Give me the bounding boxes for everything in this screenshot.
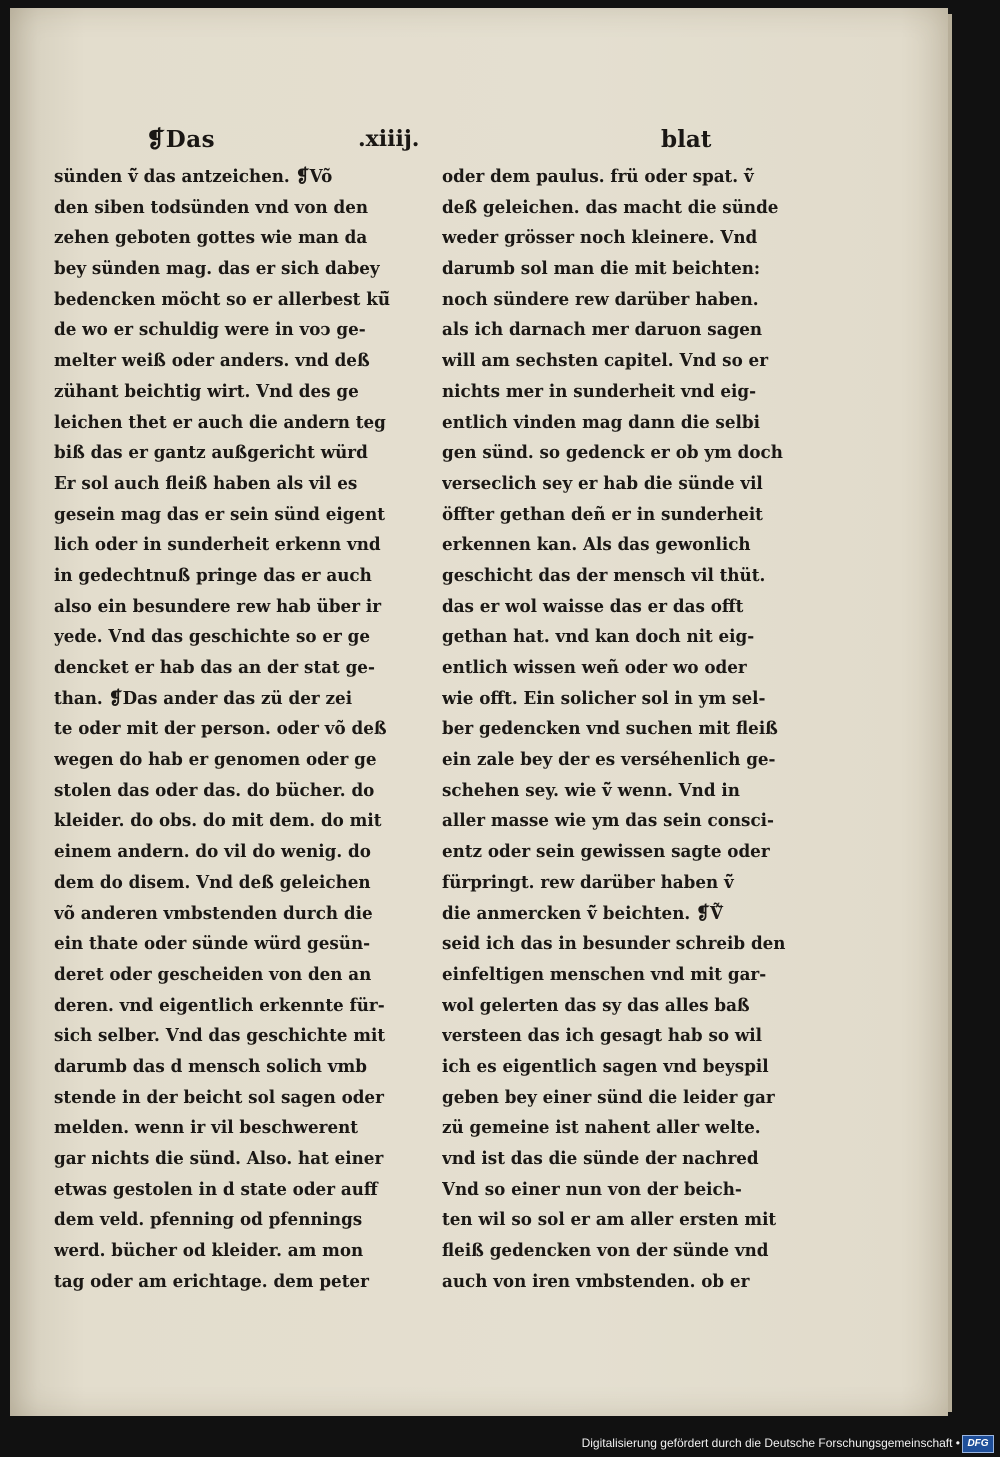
text-line-content: erkennen kan. Als das gewonlich — [442, 534, 751, 556]
text-line-content: auch von iren vmbstenden. ob er — [442, 1270, 750, 1292]
text-line-content: oder dem paulus. frü oder spat. ṽ̃ — [442, 166, 754, 187]
text-line — [442, 837, 812, 868]
text-line-content: de wo er schuldig were in voↄ ge- — [54, 319, 366, 341]
text-line-content: nichts mer in sunderheit vnd eig- — [442, 380, 757, 402]
text-line-content: seid ich das in besunder schreib den — [442, 933, 786, 955]
text-line-content: gethan hat. vnd kan doch nit eig- — [442, 626, 755, 648]
text-line-content: den siben todsünden vnd von den — [54, 196, 369, 218]
book-page — [10, 8, 948, 1416]
text-line-content: dencket er hab das an der stat ge- — [54, 657, 375, 678]
text-line — [442, 653, 812, 684]
text-line — [442, 500, 812, 531]
text-line — [54, 776, 424, 807]
text-line-content: zü gemeine ist nahent aller welte. — [442, 1117, 761, 1139]
text-line-content: wie offt. Ein solicher sol in ym sel- — [442, 687, 766, 709]
text-line — [54, 622, 424, 653]
text-line — [442, 714, 812, 745]
text-line — [54, 408, 424, 439]
text-line-content: bedencken möcht so er allerbest kü̃ — [54, 288, 390, 310]
text-line-content: biß das er gantz außgericht würd — [54, 442, 368, 464]
text-line-content: versteen das ich gesagt hab so wil — [442, 1025, 763, 1047]
text-line-content: Vnd so einer nun von der beich- — [442, 1178, 742, 1200]
text-line-content: zehen geboten gottes wie man da — [54, 227, 368, 249]
text-line — [442, 868, 812, 899]
footer-bar — [0, 1432, 1000, 1457]
text-line — [442, 438, 812, 469]
text-column-left — [54, 162, 424, 1297]
text-line — [54, 837, 424, 868]
text-line-content: wegen do hab er genomen oder ge — [54, 749, 377, 771]
text-line-content: Er sol auch fleiß haben als vil es — [54, 472, 358, 494]
text-line-content: sich selber. Vnd das geschichte mit — [54, 1025, 386, 1047]
text-line — [54, 1083, 424, 1114]
text-line-content: yede. Vnd das geschichte so er ge — [54, 626, 371, 648]
text-line — [54, 868, 424, 899]
text-line — [442, 929, 812, 960]
text-line-content: lich oder in sunderheit erkenn vnd — [54, 534, 381, 556]
text-line — [442, 1236, 812, 1267]
text-line-content: ein thate oder sünde würd gesün- — [54, 933, 371, 955]
text-line-content: tag oder am erichtage. dem peter — [54, 1270, 369, 1292]
text-line-content: geben bey einer sünd die leider gar — [442, 1086, 775, 1108]
text-line — [54, 745, 424, 776]
text-line — [442, 1052, 812, 1083]
text-line — [54, 438, 424, 469]
text-line — [54, 193, 424, 224]
text-line — [442, 1083, 812, 1114]
text-line-content: sünden ṽ̃ das antzeichen. ❡Võ — [54, 166, 333, 187]
text-line — [442, 162, 812, 193]
text-line-content: fürpringt. rew darüber haben ṽ̃ — [442, 871, 734, 893]
text-line — [54, 1236, 424, 1267]
dfg-logo: DFG — [962, 1435, 994, 1453]
text-line-content: geschicht das der mensch vil thüt. — [442, 564, 766, 586]
text-line — [442, 1267, 812, 1298]
text-line — [442, 223, 812, 254]
text-line — [442, 1205, 812, 1236]
text-line-content: melter weiß oder anders. vnd deß — [54, 350, 370, 372]
text-line-content: deß geleichen. das macht die sünde — [442, 196, 779, 218]
text-line — [442, 561, 812, 592]
text-line — [54, 254, 424, 285]
text-line — [54, 346, 424, 377]
text-line-content: vnd ist das die sünde der nachred — [442, 1148, 759, 1169]
text-line — [54, 929, 424, 960]
page-header — [10, 126, 948, 162]
text-line — [54, 592, 424, 623]
text-line — [442, 1113, 812, 1144]
text-line — [442, 285, 812, 316]
text-line-content: fleiß gedencken von der sünde vnd — [442, 1240, 769, 1262]
text-line-content: das er wol waisse das er das offt — [442, 595, 744, 617]
text-line-content: dem do disem. Vnd deß geleichen — [54, 871, 371, 893]
text-line — [54, 223, 424, 254]
text-line-content: verseclich sey er hab die sünde vil — [442, 472, 763, 494]
text-line — [54, 1205, 424, 1236]
text-line-content: etwas gestolen in d state oder auff — [54, 1178, 378, 1200]
text-line-content: darumb das d mensch solich vmb — [54, 1055, 367, 1077]
text-line — [442, 408, 812, 439]
text-line-content: deren. vnd eigentlich erkennte für- — [54, 994, 385, 1016]
text-line-content: weder grösser noch kleinere. Vnd — [442, 227, 758, 249]
text-line — [54, 285, 424, 316]
text-line-content: als ich darnach mer daruon sagen — [442, 319, 763, 341]
text-line-content: einem andern. do vil do wenig. do — [54, 841, 371, 863]
text-line-content: võ anderen vmbstenden durch die — [54, 902, 373, 924]
text-line — [54, 1175, 424, 1206]
text-line-content: will am sechsten capitel. Vnd so er — [442, 350, 769, 372]
text-line-content: die anmercken ṽ̃ beichten. ❡Ṽ̃ — [442, 902, 724, 924]
text-line-content: dem veld. pfenning od pfennings — [54, 1209, 363, 1231]
text-line — [442, 960, 812, 991]
text-line-content: wol gelerten das sy das alles baß — [442, 994, 750, 1016]
text-line — [54, 684, 424, 715]
text-line-content: schehen sey. wie ṽ̃ wenn. Vnd in — [442, 779, 740, 801]
text-line — [54, 1021, 424, 1052]
text-line-content: entlich vinden mag dann die selbi — [442, 411, 760, 433]
text-line — [54, 500, 424, 531]
text-line-content: also ein besundere rew hab über ir — [54, 595, 382, 617]
text-line-content: entlich wissen weñ oder wo oder — [442, 657, 747, 678]
text-line — [54, 315, 424, 346]
text-line-content: ein zale bey der es verséhenlich ge- — [442, 749, 776, 771]
text-line-content: zühant beichtig wirt. Vnd des ge — [54, 380, 359, 402]
text-line — [54, 1052, 424, 1083]
running-head-left: ❡Das — [146, 126, 216, 153]
text-line-content: ich es eigentlich sagen vnd beyspil — [442, 1055, 769, 1077]
text-line-content: gesein mag das er sein sünd eigent — [54, 503, 385, 525]
text-line — [54, 1113, 424, 1144]
text-column-right — [442, 162, 812, 1297]
folio-number: .xiiij. — [358, 126, 420, 152]
text-line — [442, 684, 812, 715]
text-line-content: noch sündere rew darüber haben. — [442, 288, 759, 310]
text-line — [54, 991, 424, 1022]
text-line — [442, 745, 812, 776]
page-edge — [948, 14, 952, 1412]
text-line — [54, 377, 424, 408]
text-line-content: bey sünden mag. das er sich dabey — [54, 258, 380, 280]
text-line-content: werd. bücher od kleider. am mon — [54, 1240, 364, 1262]
text-line-content: ber gedencken vnd suchen mit fleiß — [442, 718, 778, 740]
text-line — [54, 960, 424, 991]
text-line — [442, 346, 812, 377]
text-line — [54, 561, 424, 592]
text-line-content: darumb sol man die mit beichten: — [442, 258, 761, 280]
text-line-content: in gedechtnuß pringe das er auch — [54, 564, 372, 586]
text-line-content: than. ❡Das ander das zü der zei — [54, 687, 353, 709]
text-line — [442, 377, 812, 408]
text-line-content: ten wil so sol er am aller ersten mit — [442, 1209, 777, 1231]
text-line-content: einfeltigen menschen vnd mit gar- — [442, 963, 767, 985]
text-line — [442, 991, 812, 1022]
text-line — [54, 806, 424, 837]
text-line — [442, 776, 812, 807]
text-line — [442, 592, 812, 623]
text-line — [442, 530, 812, 561]
text-line — [54, 714, 424, 745]
text-line — [442, 469, 812, 500]
text-line — [442, 1021, 812, 1052]
text-line — [54, 469, 424, 500]
text-line — [54, 1144, 424, 1175]
text-line — [54, 162, 424, 193]
text-line — [442, 193, 812, 224]
text-line-content: melden. wenn ir vil beschwerent — [54, 1117, 358, 1139]
text-line — [442, 315, 812, 346]
text-line-content: leichen thet er auch die andern teg — [54, 411, 386, 433]
text-line-content: entz oder sein gewissen sagte oder — [442, 841, 770, 863]
text-line-content: deret oder gescheiden von den an — [54, 963, 372, 985]
text-line — [54, 1267, 424, 1298]
text-line-content: kleider. do obs. do mit dem. do mit — [54, 810, 382, 832]
text-line — [442, 806, 812, 837]
text-line — [442, 1175, 812, 1206]
digitization-credit: Digitalisierung gefördert durch die Deutsche Forschungsgemeinschaft • — [581, 1436, 960, 1450]
running-head-right: blat — [661, 126, 712, 153]
text-line-content: gen sünd. so gedenck er ob ym doch — [442, 442, 783, 464]
text-line-content: stende in der beicht sol sagen oder — [54, 1086, 384, 1108]
text-line — [54, 653, 424, 684]
text-line-content: aller masse wie ym das sein consci- — [442, 810, 774, 832]
text-line-content: öffter gethan deñ er in sunderheit — [442, 503, 763, 525]
text-line — [442, 1144, 812, 1175]
text-line — [442, 254, 812, 285]
text-line — [442, 899, 812, 930]
text-line-content: te oder mit der person. oder võ deß — [54, 718, 387, 740]
text-line-content: stolen das oder das. do bücher. do — [54, 779, 375, 801]
text-line-content: gar nichts die sünd. Also. hat einer — [54, 1148, 384, 1169]
text-line — [54, 530, 424, 561]
text-line — [442, 622, 812, 653]
text-line — [54, 899, 424, 930]
